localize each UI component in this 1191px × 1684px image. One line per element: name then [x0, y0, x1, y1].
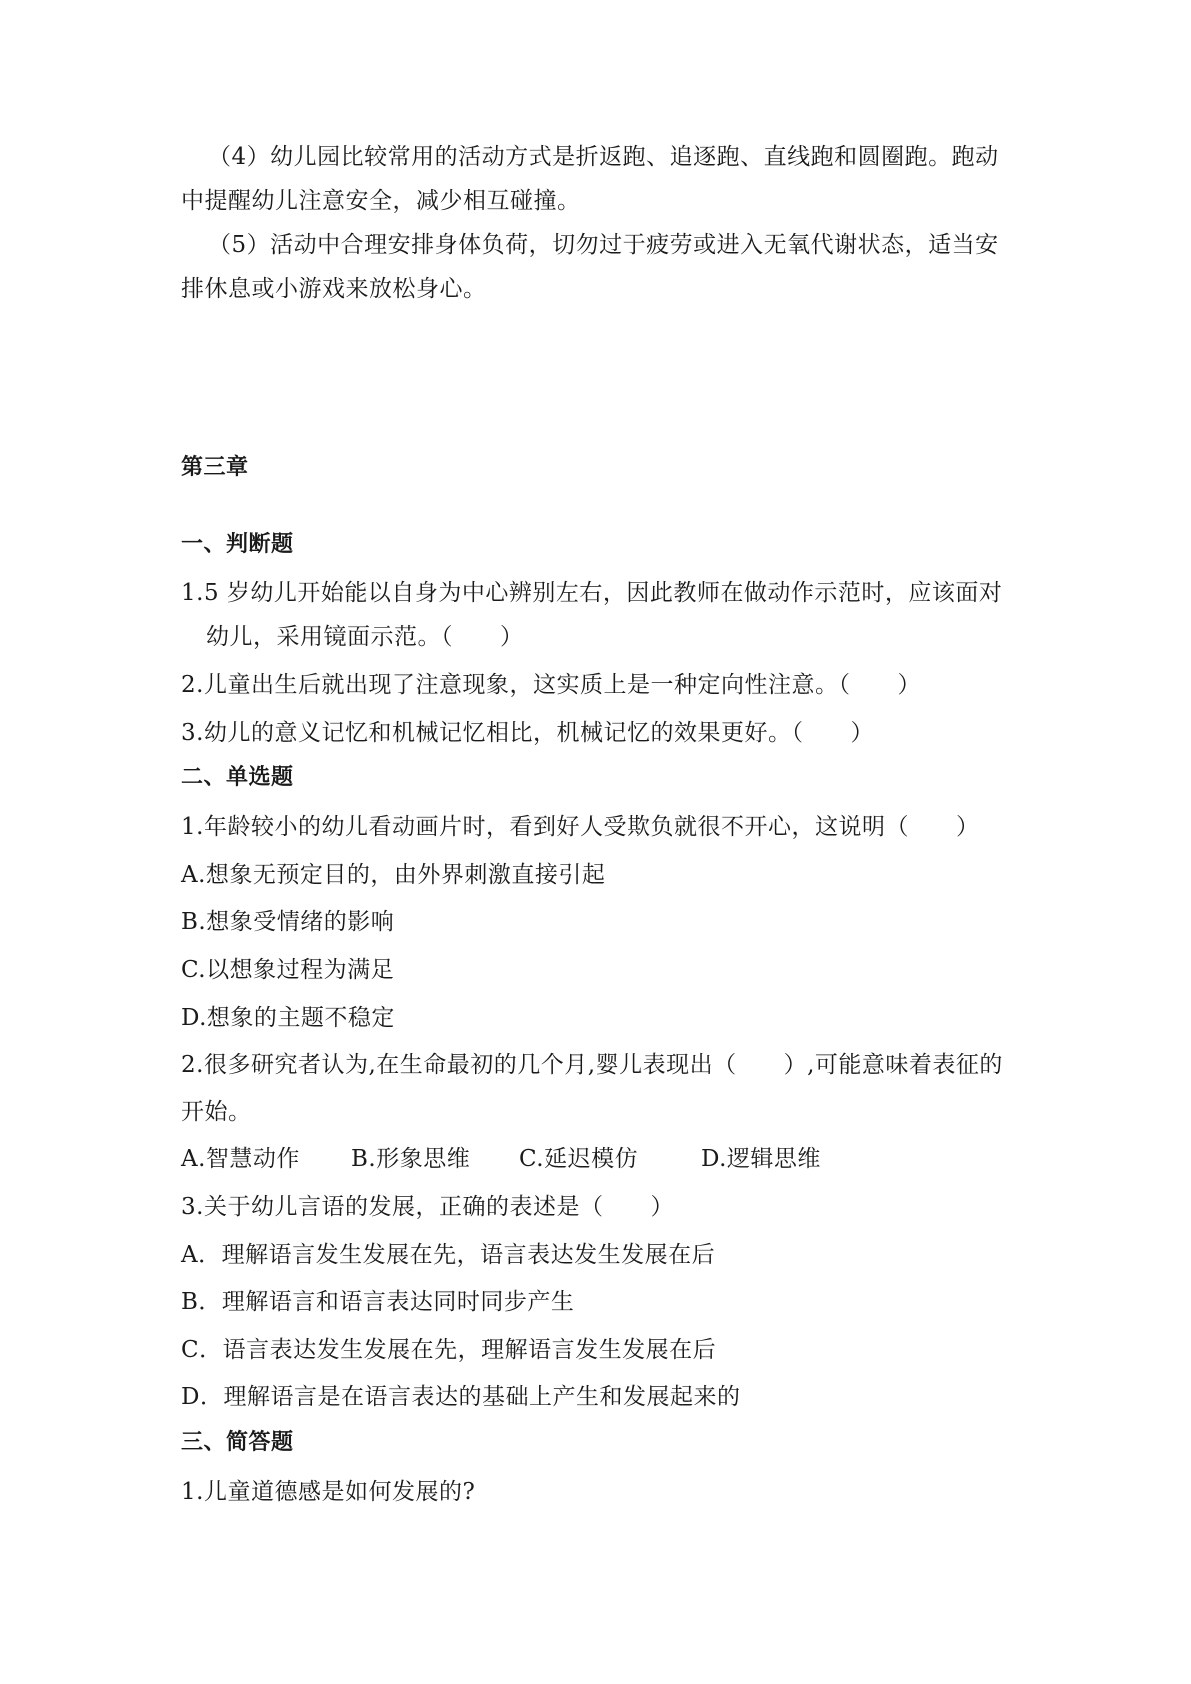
mc-question-2-stem-line-1: 2.很多研究者认为,在生命最初的几个月,婴儿表现出（ ）,可能意味着表征的 — [181, 1052, 1003, 1078]
mc-question-1-option-b: B.想象受情绪的影响 — [181, 909, 395, 935]
tf-question-2: 2.儿童出生后就出现了注意现象，这实质上是一种定向性注意。（ ） — [181, 672, 921, 698]
mc-question-1-option-d: D.想象的主题不稳定 — [181, 1005, 395, 1031]
mc-question-2-stem-line-2: 开始。 — [181, 1099, 252, 1125]
paragraph-4-line-2: 中提醒幼儿注意安全，减少相互碰撞。 — [181, 188, 581, 214]
paragraph-4-line-1: （4）幼儿园比较常用的活动方式是折返跑、追逐跑、直线跑和圆圈跑。跑动 — [208, 144, 999, 170]
mc-question-2-option-c: C.延迟模仿 — [519, 1146, 639, 1172]
mc-question-3-option-a: A．理解语言发生发展在先，语言表达发生发展在后 — [181, 1242, 716, 1268]
tf-question-3: 3.幼儿的意义记忆和机械记忆相比，机械记忆的效果更好。（ ） — [181, 720, 874, 746]
mc-question-3-option-d: D．理解语言是在语言表达的基础上产生和发展起来的 — [181, 1384, 741, 1410]
tf-question-1-line-1: 1.5 岁幼儿开始能以自身为中心辨别左右，因此教师在做动作示范时，应该面对 — [181, 580, 1003, 606]
short-answer-question-1: 1.儿童道德感是如何发展的? — [181, 1479, 476, 1505]
section-heading-true-false: 一、判断题 — [181, 532, 294, 557]
mc-question-3-stem: 3.关于幼儿言语的发展，正确的表述是（ ） — [181, 1194, 674, 1220]
chapter-title: 第三章 — [181, 455, 249, 480]
paragraph-5-line-2: 排休息或小游戏来放松身心。 — [181, 276, 487, 302]
mc-question-3-option-c: C．语言表达发生发展在先，理解语言发生发展在后 — [181, 1337, 717, 1363]
section-heading-single-choice: 二、单选题 — [181, 765, 294, 790]
mc-question-2-option-a: A.智慧动作 — [181, 1146, 300, 1172]
mc-question-2-option-d: D.逻辑思维 — [701, 1146, 821, 1172]
section-heading-short-answer: 三、简答题 — [181, 1430, 294, 1455]
mc-question-1-option-c: C.以想象过程为满足 — [181, 957, 395, 983]
mc-question-2-option-b: B.形象思维 — [351, 1146, 471, 1172]
mc-question-1-option-a: A.想象无预定目的，由外界刺激直接引起 — [181, 862, 606, 888]
paragraph-5-line-1: （5）活动中合理安排身体负荷，切勿过于疲劳或进入无氧代谢状态，适当安 — [208, 232, 999, 258]
mc-question-3-option-b: B．理解语言和语言表达同时同步产生 — [181, 1289, 575, 1315]
mc-question-1-stem: 1.年龄较小的幼儿看动画片时，看到好人受欺负就很不开心，这说明（ ） — [181, 814, 980, 840]
mc-question-2-options — [181, 1144, 821, 1174]
tf-question-1-line-2: 幼儿，采用镜面示范。（ ） — [206, 624, 524, 650]
